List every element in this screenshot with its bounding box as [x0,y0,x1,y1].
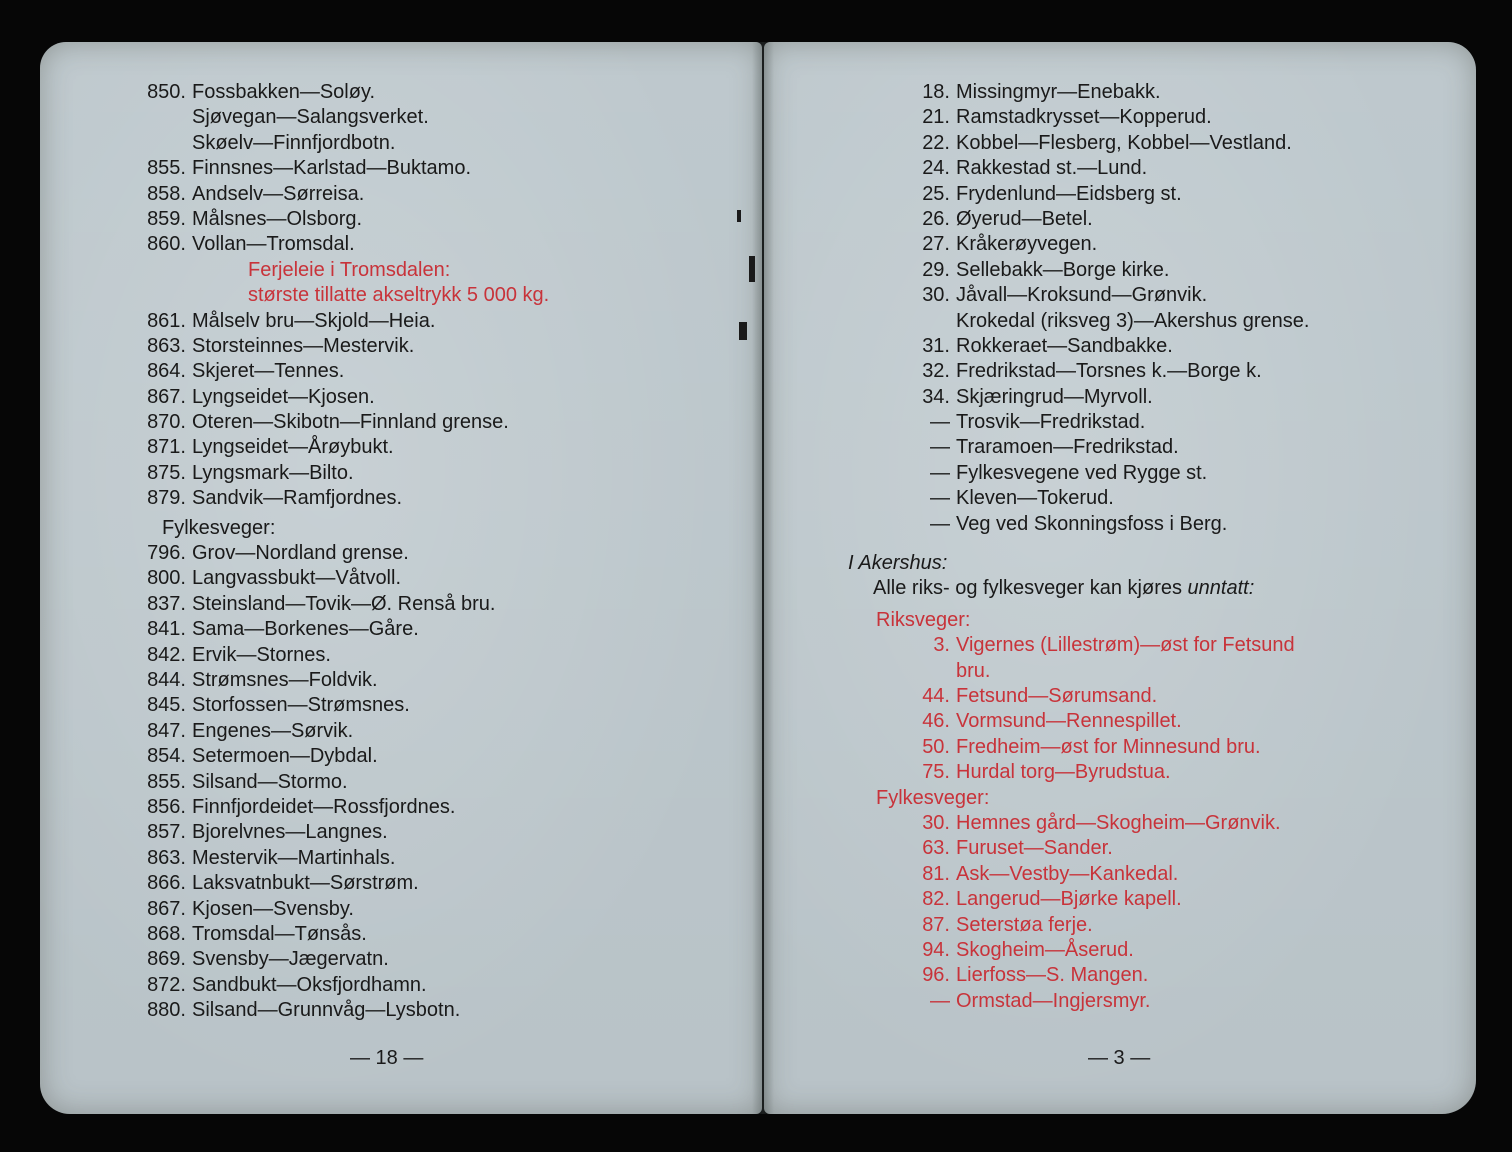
entry-route: Seterstøa ferje. [956,913,1093,936]
entry-number: 868. [147,922,186,945]
entry-row [130,770,549,795]
entry-number: 24. [922,157,950,180]
entry-route: Hemnes gård—Skogheim—Grønvik. [956,811,1281,834]
entry-row [130,156,549,181]
entry-route: Kråkerøyvegen. [956,233,1098,256]
entry-row [888,862,1309,887]
entry-row [130,309,549,334]
entry-route: Fredheim—øst for Minnesund bru. [956,735,1261,758]
entry-number: 31. [922,334,950,357]
entry-number: 30. [922,811,950,834]
entry-number: 837. [147,592,186,615]
entry-row [888,709,1309,734]
entry-route: Rakkestad st.—Lund. [956,157,1148,180]
entry-row [888,836,1309,861]
entry-row [888,486,1309,511]
entry-route: Skøelv—Finnfjordbotn. [192,131,396,154]
entry-row [888,735,1309,760]
entry-row [130,973,549,998]
entry-number: 81. [922,862,950,885]
entry-route: Hurdal torg—Byrudstua. [956,761,1171,784]
entry-route: Skogheim—Åserud. [956,938,1134,961]
entry-route: Setermoen—Dybdal. [192,745,378,768]
entry-route: Øyerud—Betel. [956,207,1093,230]
entry-number: 82. [922,888,950,911]
entry-row [130,795,549,820]
akershus-intro-text: Alle riks- og fylkesveger kan kjøres [873,577,1182,600]
entry-route: Fossbakken—Soløy. [192,81,376,103]
entry-number: 871. [147,436,186,459]
entry-route: Rokkeraet—Sandbakke. [956,334,1173,357]
entry-row [888,963,1309,988]
entry-number: 867. [147,897,186,920]
entry-route: Laksvatnbukt—Sørstrøm. [192,872,419,895]
entry-route: Jåvall—Kroksund—Grønvik. [956,284,1208,307]
entry-number: 94. [922,938,950,961]
entry-row [888,232,1309,257]
entry-route: Missingmyr—Enebakk. [956,81,1161,103]
entry-number: 29. [922,258,950,281]
entry-row [888,913,1309,938]
entry-number: 30. [922,284,950,307]
entry-number: 22. [922,131,950,154]
entry-route: Furuset—Sander. [956,837,1113,860]
entry-row [888,182,1309,207]
entry-number: 26. [922,207,950,230]
entry-row [130,207,549,232]
entry-route: Sandbukt—Oksfjordhamn. [192,973,427,996]
entry-row [130,435,549,460]
akershus-heading: I Akershus: [848,552,948,575]
riksveger-heading: Riksveger: [876,608,971,631]
entry-number: 96. [922,964,950,987]
entry-number [888,659,950,684]
entry-number: 864. [147,360,186,383]
entry-row [130,922,549,947]
entry-number: 854. [147,745,186,768]
entry-row [130,846,549,871]
entry-route: Lyngseidet—Kjosen. [192,385,375,408]
entry-row [130,359,549,384]
entry-row [888,811,1309,836]
entry-route: Svensby—Jægervatn. [192,948,389,971]
entry-number [130,105,186,130]
entry-route: Krokedal (riksveg 3)—Akershus grense. [956,309,1310,332]
entry-route: Silsand—Grunnvåg—Lysbotn. [192,999,461,1022]
entry-route: Kleven—Tokerud. [956,487,1114,510]
entry-route: Strømsnes—Foldvik. [192,668,378,691]
entry-route: Ask—Vestby—Kankedal. [956,862,1179,885]
entry-number: 63. [922,837,950,860]
entry-route: Fylkesvegene ved Rygge st. [956,461,1208,484]
entry-route: Storsteinnes—Mestervik. [192,334,415,357]
entry-route: Mestervik—Martinhals. [192,846,396,869]
entry-route: Finnfjordeidet—Rossfjordnes. [192,795,456,818]
entry-number: 34. [922,385,950,408]
entry-number: 860. [147,233,186,256]
entry-route: Vollan—Tromsdal. [192,233,355,256]
entry-row [888,283,1309,308]
entry-row [888,887,1309,912]
entry-route: Vormsund—Rennespillet. [956,710,1182,733]
entry-row [888,410,1309,435]
entry-route: Ormstad—Ingjersmyr. [956,989,1151,1012]
entry-row [130,820,549,845]
entry-number: 842. [147,643,186,666]
entry-route: Silsand—Stormo. [192,770,348,793]
entry-route: Lyngseidet—Årøybukt. [192,436,394,459]
entry-route: Steinsland—Tovik—Ø. Renså bru. [192,592,496,615]
entry-row [130,486,549,511]
entry-number: 87. [922,913,950,936]
entry-number: 44. [922,684,950,707]
entry-number: 3. [933,634,950,657]
ferry-note [130,258,549,309]
entry-row [888,207,1309,232]
entry-row [888,156,1309,181]
entry-number: 845. [147,694,186,717]
entry-row [130,643,549,668]
entry-row [130,182,549,207]
binding-hole [739,322,747,340]
entry-row [130,693,549,718]
entry-route: Lyngsmark—Bilto. [192,461,354,484]
entry-row [888,105,1309,130]
entry-number: 856. [147,795,186,818]
entry-route: Fredrikstad—Torsnes k.—Borge k. [956,360,1262,383]
entry-row [888,359,1309,384]
entry-row [888,461,1309,486]
entry-number: 866. [147,872,186,895]
page-number-left: — 18 — [350,1047,424,1069]
entry-row [888,309,1309,334]
ferry-note-line: Ferjeleie i Tromsdalen: [248,258,451,281]
entry-number: 75. [922,761,950,784]
entry-number: 841. [147,618,186,641]
entry-number: 855. [147,157,186,180]
entry-route: Skjeret—Tennes. [192,360,345,383]
entry-number: — [930,461,950,484]
entry-row [130,998,549,1023]
entry-row [888,334,1309,359]
entry-route: Målselv bru—Skjold—Heia. [192,309,436,332]
entry-row [130,461,549,486]
entry-route: Vigernes (Lillestrøm)—øst for Fetsund [956,634,1295,657]
entry-row [130,947,549,972]
fylkesveger-heading-right: Fylkesveger: [876,786,990,809]
entry-route: Langvassbukt—Våtvoll. [192,567,402,590]
entry-number: 880. [147,999,186,1022]
fylkesveger-heading: Fylkesveger: [162,516,276,539]
entry-number: 21. [922,106,950,129]
entry-number: 18. [922,81,950,103]
entry-route: Sandvik—Ramfjordnes. [192,487,403,510]
entry-number: 863. [147,846,186,869]
entry-row [130,566,549,591]
entry-number: — [930,512,950,535]
entry-row [888,633,1309,658]
entry-route: Finnsnes—Karlstad—Buktamo. [192,157,472,180]
entry-number: 859. [147,207,186,230]
entry-row [130,897,549,922]
entry-number: 861. [147,309,186,332]
entry-route: Skjæringrud—Myrvoll. [956,385,1153,408]
entry-number [888,309,950,334]
entry-number [130,131,186,156]
entry-number: 850. [147,81,186,103]
entry-number: 32. [922,360,950,383]
entry-row [888,684,1309,709]
right-page-text [848,80,1310,1014]
entry-row [130,410,549,435]
entry-number: — [930,989,950,1012]
entry-route: Ervik—Stornes. [192,643,331,666]
entry-route: Engenes—Sørvik. [192,719,354,742]
page-number-right: — 3 — [1088,1047,1151,1069]
entry-number: 800. [147,567,186,590]
entry-route: Trosvik—Fredrikstad. [956,411,1146,434]
entry-row [888,760,1309,785]
entry-row [888,435,1309,460]
entry-number: 863. [147,334,186,357]
entry-number: 872. [147,973,186,996]
entry-row [130,871,549,896]
entry-number: — [930,487,950,510]
entry-route: Andselv—Sørreisa. [192,182,365,205]
binding-hole [749,256,755,282]
entry-route: Kobbel—Flesberg, Kobbel—Vestland. [956,131,1292,154]
entry-row [888,385,1309,410]
entry-route: Fetsund—Sørumsand. [956,684,1158,707]
entry-row [130,744,549,769]
entry-row [130,385,549,410]
entry-route: Grov—Nordland grense. [192,542,409,565]
left-page-text [130,80,549,1023]
entry-number: 25. [922,182,950,205]
entry-row [888,989,1309,1014]
entry-number: 879. [147,487,186,510]
entry-number: 796. [147,542,186,565]
entry-number: 855. [147,770,186,793]
entry-number: 869. [147,948,186,971]
entry-route: Målsnes—Olsborg. [192,207,363,230]
entry-row [888,131,1309,156]
entry-row [888,258,1309,283]
entry-number: 867. [147,385,186,408]
entry-route: Sjøvegan—Salangsverket. [192,106,429,129]
entry-row [130,105,549,130]
entry-number: — [930,436,950,459]
entry-route: bru. [956,659,991,682]
entry-number: 870. [147,411,186,434]
entry-number: 46. [922,710,950,733]
entry-row [888,659,1309,684]
entry-route: Kjosen—Svensby. [192,897,354,920]
entry-row [130,131,549,156]
entry-route: Sama—Borkenes—Gåre. [192,618,419,641]
entry-number: 847. [147,719,186,742]
entry-route: Frydenlund—Eidsberg st. [956,182,1182,205]
entry-route: Ramstadkrysset—Kopperud. [956,106,1212,129]
entry-number: 857. [147,821,186,844]
entry-route: Tromsdal—Tønsås. [192,922,367,945]
entry-row [888,80,1309,105]
entry-number: — [930,411,950,434]
entry-row [130,80,549,105]
entry-route: Langerud—Bjørke kapell. [956,888,1182,911]
entry-row [888,512,1309,537]
entry-row [130,719,549,744]
entry-row [130,668,549,693]
akershus-intro [873,576,1309,601]
entry-number: 50. [922,735,950,758]
entry-route: Storfossen—Strømsnes. [192,694,410,717]
entry-row [130,541,549,566]
entry-route: Bjorelvnes—Langnes. [192,821,388,844]
entry-route: Lierfoss—S. Mangen. [956,964,1149,987]
entry-route: Veg ved Skonningsfoss i Berg. [956,512,1228,535]
entry-route: Sellebakk—Borge kirke. [956,258,1170,281]
book-spine [752,42,774,1114]
entry-row [130,592,549,617]
entry-route: Traramoen—Fredrikstad. [956,436,1179,459]
akershus-intro-italic: unntatt: [1187,577,1255,600]
entry-row [130,334,549,359]
entry-number: 27. [922,233,950,256]
entry-number: 858. [147,182,186,205]
entry-number: 844. [147,668,186,691]
ferry-note-line: største tillatte akseltrykk 5 000 kg. [248,284,550,307]
entry-row [888,938,1309,963]
binding-hole [737,210,741,222]
entry-row [130,232,549,257]
entry-row [130,617,549,642]
entry-number: 875. [147,461,186,484]
entry-route: Oteren—Skibotn—Finnland grense. [192,411,509,434]
